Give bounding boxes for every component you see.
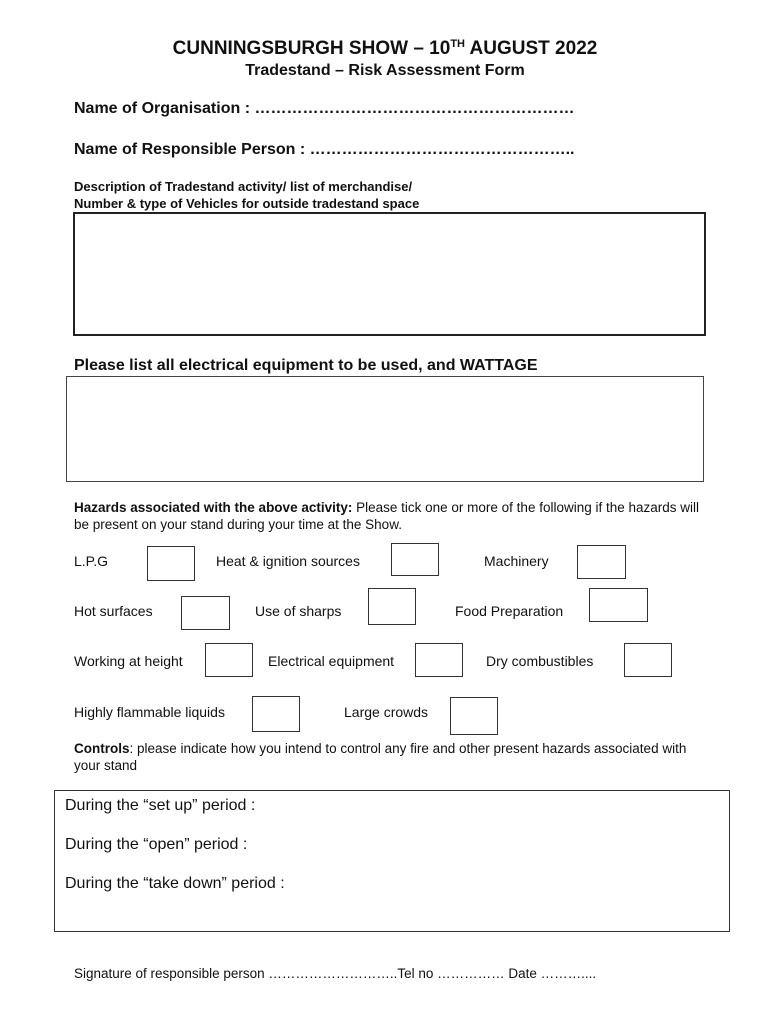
responsible-person-field[interactable]: Name of Responsible Person : ………………………………………….. (74, 141, 575, 158)
hazard-food-label: Food Preparation (455, 603, 564, 619)
hazard-hot-surfaces-checkbox[interactable] (181, 596, 230, 630)
hazard-lpg-checkbox[interactable] (147, 546, 195, 581)
setup-period-label: During the “set up” period : (65, 797, 256, 814)
hazard-food-checkbox[interactable] (589, 588, 648, 622)
hazard-crowds-label: Large crowds (344, 704, 429, 720)
hazard-height-checkbox[interactable] (205, 643, 253, 677)
signature-line[interactable]: Signature of responsible person ………………………..Tel no …………… Date ……….... (74, 966, 597, 981)
hazard-lpg-label: L.P.G (74, 553, 108, 569)
hazard-dry-checkbox[interactable] (624, 643, 672, 677)
hazard-heat-checkbox[interactable] (391, 543, 439, 576)
hazard-flammable-checkbox[interactable] (252, 696, 300, 732)
hazard-electrical-checkbox[interactable] (415, 643, 463, 677)
hazard-heat-label: Heat & ignition sources (216, 553, 360, 569)
open-period-label: During the “open” period : (65, 836, 248, 853)
form-title: CUNNINGSBURGH SHOW – 10TH AUGUST 2022 (172, 38, 598, 59)
hazard-electrical-label: Electrical equipment (268, 653, 395, 669)
hazards-intro: Hazards associated with the above activity: Please tick one or more of the following if the hazards will be present on your stand during your time at the Show. (74, 500, 700, 532)
hazard-crowds-checkbox[interactable] (450, 697, 498, 735)
hazard-dry-label: Dry combustibles (486, 653, 594, 669)
hazard-machinery-label: Machinery (484, 553, 549, 569)
hazard-hot-surfaces-label: Hot surfaces (74, 603, 153, 619)
hazard-flammable-label: Highly flammable liquids (74, 704, 225, 720)
hazard-height-label: Working at height (74, 653, 183, 669)
controls-intro: Controls: please indicate how you intend to control any fire and other present hazards associated with your stand (74, 741, 687, 773)
organisation-field[interactable]: Name of Organisation : …………………………………………………… (74, 100, 575, 117)
hazard-machinery-checkbox[interactable] (577, 545, 626, 579)
takedown-period-label: During the “take down” period : (65, 875, 285, 892)
electrical-heading: Please list all electrical equipment to be used, and WATTAGE (74, 357, 538, 374)
hazard-sharps-checkbox[interactable] (368, 588, 416, 625)
electrical-box[interactable] (66, 376, 704, 482)
form-subtitle: Tradestand – Risk Assessment Form (245, 62, 525, 79)
hazard-sharps-label: Use of sharps (255, 603, 342, 619)
description-box[interactable] (73, 212, 706, 336)
description-label: Description of Tradestand activity/ list of merchandise/ Number & type of Vehicles for outside tradestand space (74, 179, 420, 211)
